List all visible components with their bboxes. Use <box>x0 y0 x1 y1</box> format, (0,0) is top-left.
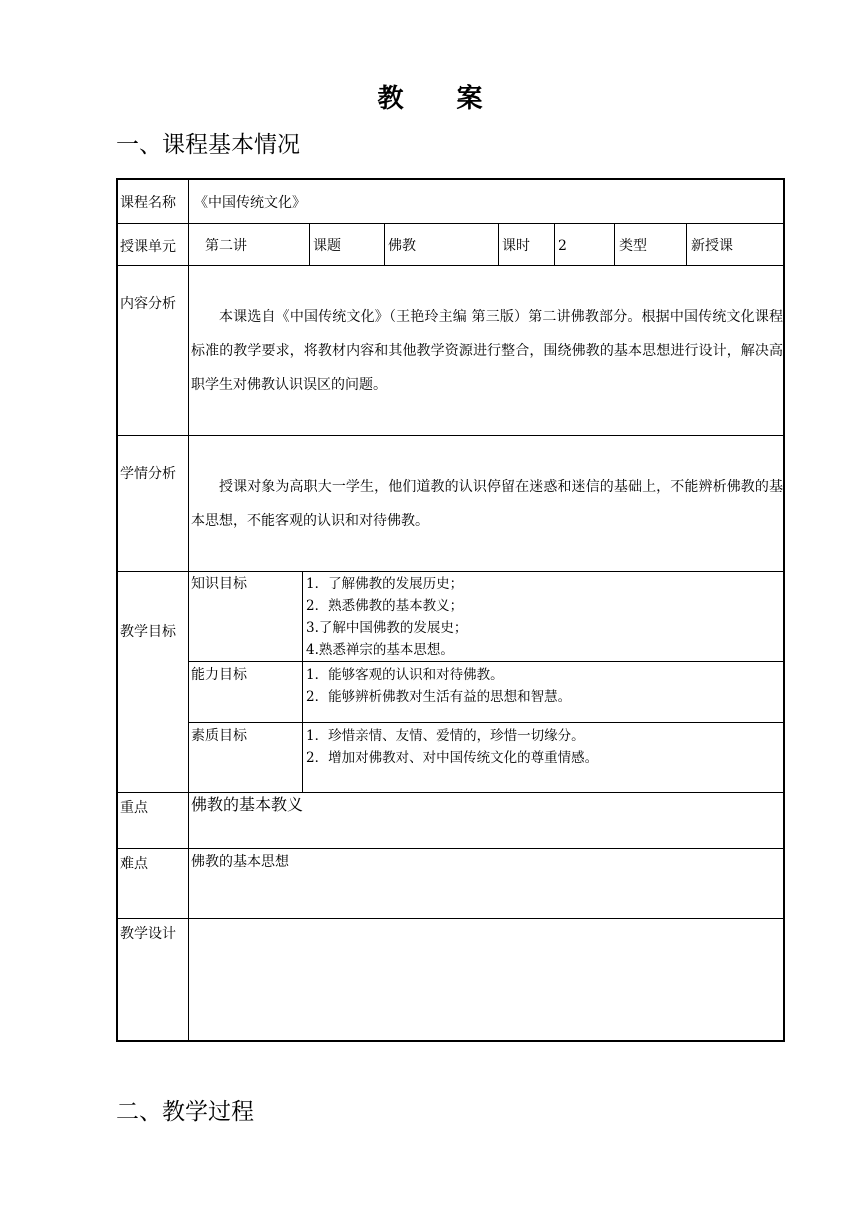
teaching-goals-label: 教学目标 <box>120 624 176 640</box>
knowledge-goal-list <box>306 573 776 661</box>
ability-goal-list <box>306 664 776 708</box>
learner-analysis-text: 授课对象为高职大一学生，他们道教的认识停留在迷惑和迷信的基础上，不能辨析佛教的基本思想，不能客观的认识和对待佛教。 <box>191 479 783 529</box>
goal-list-item: 1．能够客观的认识和对待佛教。 <box>306 667 504 683</box>
goal-list-item: 2．熟悉佛教的基本教义； <box>306 598 464 614</box>
goal-list-item: 1．了解佛教的发展历史； <box>306 576 464 592</box>
course-name-label: 课程名称 <box>120 195 176 211</box>
type-value: 新授课 <box>691 238 733 254</box>
quality-goal-label: 素质目标 <box>191 728 247 744</box>
teaching-design-label: 教学设计 <box>120 926 176 942</box>
topic-label: 课题 <box>313 238 341 254</box>
ability-goal-label: 能力目标 <box>191 667 247 683</box>
goal-list-item: 2．能够辨析佛教对生活有益的思想和智慧。 <box>306 689 572 705</box>
unit-label: 授课单元 <box>120 239 176 255</box>
difficulty-label: 难点 <box>120 856 148 872</box>
difficulty-value: 佛教的基本思想 <box>191 854 289 870</box>
key-point-label: 重点 <box>120 800 148 816</box>
goal-list-item: 4.熟悉禅宗的基本思想。 <box>306 642 454 658</box>
goal-list-item: 2．增加对佛教对、对中国传统文化的尊重情感。 <box>306 750 599 766</box>
section-heading-teaching-process: 二、教学过程 <box>116 1099 254 1125</box>
knowledge-goal-label: 知识目标 <box>191 576 247 592</box>
type-label: 类型 <box>619 238 647 254</box>
content-analysis-text: 本课选自《中国传统文化》（王艳玲主编 第三版）第二讲佛教部分。根据中国传统文化课程标准的教学要求，将教材内容和其他教学资源进行整合，围绕佛教的基本思想进行设计，解决高职学生对佛教认识误区的问题。 <box>191 309 783 393</box>
goal-list-item: 1．珍惜亲情、友情、爱情的，珍惜一切缘分。 <box>306 728 585 744</box>
key-point-value: 佛教的基本教义 <box>191 795 304 814</box>
goal-list-item: 3.了解中国佛教的发展史； <box>306 620 468 636</box>
quality-goal-list <box>306 725 776 769</box>
unit-value: 第二讲 <box>205 238 247 254</box>
lesson-plan-table <box>116 178 785 1042</box>
course-name-value: 《中国传统文化》 <box>194 195 306 211</box>
learner-analysis-label: 学情分析 <box>120 466 176 482</box>
section-heading-course-info: 一、课程基本情况 <box>116 132 300 158</box>
content-analysis-label: 内容分析 <box>120 296 176 312</box>
topic-value: 佛教 <box>388 238 416 254</box>
hours-label: 课时 <box>502 238 530 254</box>
hours-value: 2 <box>558 238 567 254</box>
document-title: 教 案 <box>377 84 505 114</box>
